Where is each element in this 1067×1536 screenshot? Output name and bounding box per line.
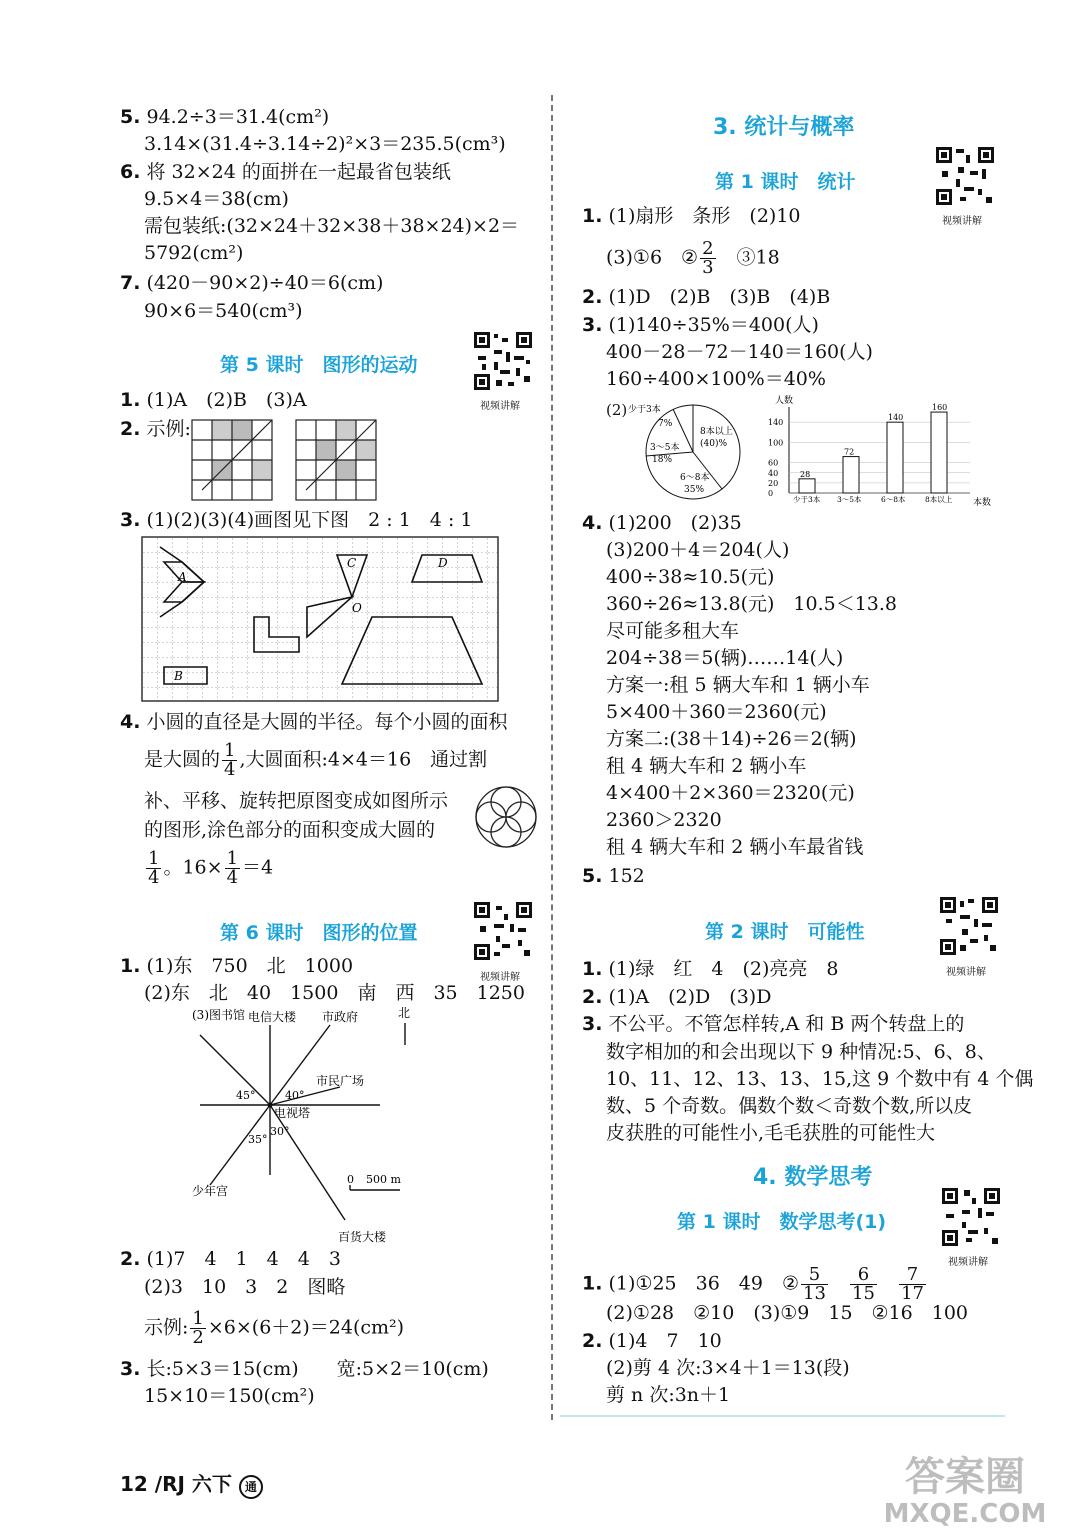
t1-line1: 1. (1)①25 36 49 ② $\frac{5}{13}$ $\frac{6}{15}$ $\frac{7}{17}$ [582, 1264, 924, 1304]
bar-y-tick: 0 [768, 489, 774, 498]
label-A: A [178, 570, 187, 584]
angle-45: 45° [236, 1089, 256, 1102]
pie-label: 35% [684, 485, 705, 495]
fraction: $\frac{7}{17}$ [901, 1264, 924, 1304]
lesson6-title: 第 6 课时 图形的位置 [220, 922, 418, 944]
label-O: O [352, 601, 362, 615]
bar-0 [799, 479, 815, 493]
p3-line5: 皮获胜的可能性小,毛毛获胜的可能性大 [606, 1122, 936, 1144]
s4-line9: 方案二:(38＋14)÷26＝2(辆) [606, 728, 857, 750]
fraction: $\frac{1}{4}$ [148, 848, 160, 888]
rotation-grid-2 [296, 420, 376, 500]
column-divider [551, 95, 553, 1420]
four-circles-figure [474, 785, 538, 849]
page-number: 12 /RJ 六下 [120, 1472, 232, 1496]
s4-line6: 204÷38＝5(辆)……14(人) [606, 647, 844, 669]
q7-line2: 90×6＝540(cm³) [144, 300, 303, 322]
transform-drawing-grid [142, 537, 498, 701]
map-label-plaza: 市民广场 [316, 1074, 365, 1088]
bar-value-label: 72 [844, 447, 855, 457]
bottom-rule [560, 1415, 1005, 1417]
pie-chart [628, 400, 748, 505]
q5-line1: 5. 94.2÷3＝31.4(cm²) [120, 106, 330, 128]
map-label-library: (3)图书馆 [192, 1008, 245, 1022]
t2-line1: 2. (1)4 7 10 [582, 1330, 722, 1352]
think-lesson-title: 第 1 课时 数学思考(1) [677, 1211, 887, 1233]
qr-code-icon[interactable] [940, 1186, 1002, 1248]
position-map [140, 1005, 440, 1245]
angle-30: 30° [270, 1125, 290, 1138]
qr-caption: 视频讲解 [942, 216, 982, 227]
bar-3 [931, 412, 947, 493]
s3-line4: (2) [606, 401, 628, 419]
bar-1 [843, 457, 859, 493]
bar-y-tick: 40 [768, 468, 779, 478]
p1: 1. (1)绿 红 4 (2)亮亮 8 [582, 958, 839, 980]
t1-line2: (2)①28 ②10 (3)①9 15 ②16 100 [606, 1302, 969, 1324]
qr-code-icon[interactable] [934, 145, 996, 207]
s4-line7: 方案一:租 5 辆大车和 1 辆小车 [606, 674, 870, 696]
chapter4-title: 4. 数学思考 [753, 1165, 873, 1190]
s4-line8: 5×400＋360＝2360(元) [606, 701, 827, 723]
map-label-youth: 少年宫 [192, 1184, 229, 1198]
lesson5-title: 第 5 课时 图形的运动 [220, 354, 418, 376]
bar-y-tick: 60 [768, 458, 779, 468]
angle-40: 40° [285, 1089, 305, 1102]
bar-2 [887, 422, 903, 493]
bar-ylabel: 人数 [775, 396, 794, 406]
watermark-line2: MXQE.COM [883, 1499, 1047, 1529]
q6-line3: 需包装纸:(32×24＋32×38＋38×24)×2＝ [144, 215, 520, 237]
s2: 2. (1)D (2)B (3)B (4)B [582, 286, 831, 308]
bar-category-label: 少于3本 [793, 495, 821, 504]
page-footer [120, 1468, 263, 1499]
pie-label: 少于3本 [628, 405, 661, 415]
l6q3-line1: 3. 长:5×3＝15(cm) 宽:5×2＝10(cm) [120, 1358, 489, 1380]
qr-code-icon[interactable] [472, 330, 534, 392]
qr-caption: 视频讲解 [946, 967, 986, 978]
qr-caption: 视频讲解 [948, 1257, 988, 1268]
map-label-dept: 百货大楼 [338, 1230, 387, 1244]
p3-line4: 数、5 个奇数。偶数个数＜奇数个数,所以皮 [606, 1095, 973, 1117]
s4-line3: 400÷38≈10.5(元) [606, 566, 775, 588]
pie-label: 7% [658, 419, 673, 429]
scale-label: 500 m [366, 1173, 401, 1186]
pie-label: 8本以上 [700, 427, 733, 437]
fraction: $\frac{1}{2}$ [192, 1308, 204, 1348]
s4-line2: (3)200＋4＝204(人) [606, 539, 790, 561]
s1-line2: (3)①6 ② $\frac{2}{3}$ ③18 [606, 238, 780, 278]
bar-value-label: 160 [932, 403, 948, 413]
s4-line5: 尽可能多租大车 [606, 620, 740, 642]
l6q2-line3: 示例: $\frac{1}{2}$ ×6×(6＋2)＝24(cm²) [144, 1308, 405, 1348]
l6q1-line2: (2)东 北 40 1500 南 西 35 1250 [144, 982, 525, 1004]
bar-value-label: 28 [800, 469, 811, 479]
map-label-tower: 电视塔 [274, 1106, 311, 1120]
bar-category-label: 8本以上 [925, 495, 953, 504]
map-label-telecom: 电信大楼 [248, 1010, 297, 1024]
footer-badge: 通 [239, 1475, 263, 1499]
fraction: $\frac{5}{13}$ [803, 1264, 826, 1304]
q6-line4: 5792(cm²) [144, 242, 244, 264]
label-D: D [438, 556, 448, 570]
map-label-north: 北 [398, 1006, 411, 1020]
scale-zero: 0 [347, 1173, 354, 1186]
s3-line1: 3. (1)140÷35%＝400(人) [582, 314, 819, 336]
pie-label: (40)% [700, 439, 728, 449]
t2-line3: 剪 n 次:3n＋1 [606, 1384, 731, 1406]
qr-caption: 视频讲解 [480, 972, 520, 983]
s4-line4: 360÷26≈13.8(元) 10.5＜13.8 [606, 593, 898, 615]
pie-label: 18% [652, 455, 673, 465]
s1-line1: 1. (1)扇形 条形 (2)10 [582, 205, 801, 227]
l5q4-line3: 补、平移、旋转把原图变成如图所示 [144, 790, 449, 812]
l5q1: 1. (1)A (2)B (3)A [120, 389, 307, 411]
chapter3-title: 3. 统计与概率 [713, 115, 855, 140]
bar-category-label: 6～8本 [881, 495, 906, 504]
s4-line11: 4×400＋2×360＝2320(元) [606, 782, 855, 804]
l5q2: 2. 示例: [120, 418, 191, 440]
qr-caption: 视频讲解 [480, 401, 520, 412]
bar-chart [765, 393, 995, 511]
bar-y-tick: 140 [768, 418, 784, 428]
qr-code-icon[interactable] [472, 900, 534, 962]
l5q4-line5: $\frac{1}{4}$ 。16× $\frac{1}{4}$ ＝4 [148, 848, 274, 888]
s4-line12: 2360＞2320 [606, 809, 722, 831]
fraction: $\frac{1}{4}$ [226, 848, 239, 888]
bar-value-label: 140 [888, 413, 904, 423]
q6-line2: 9.5×4＝38(cm) [144, 188, 289, 210]
q7-line1: 7. (420－90×2)÷40＝6(cm) [120, 272, 384, 294]
prob-lesson-title: 第 2 课时 可能性 [705, 921, 865, 943]
s3-line3: 160÷400×100%＝40% [606, 368, 826, 390]
stats-lesson-title: 第 1 课时 统计 [715, 171, 856, 193]
q6-line1: 6. 将 32×24 的面拼在一起最省包装纸 [120, 161, 451, 183]
pie-label: 6～8本 [680, 473, 710, 483]
p2: 2. (1)A (2)D (3)D [582, 986, 772, 1008]
p3-line2: 数字相加的和会出现以下 9 种情况:5、6、8、 [606, 1041, 996, 1063]
s4-line13: 租 4 辆大车和 2 辆小车最省钱 [606, 836, 864, 858]
bar-category-label: 3～5本 [837, 495, 862, 504]
qr-code-icon[interactable] [938, 895, 1000, 957]
l5q4-line4: 的图形,涂色部分的面积变成大圆的 [144, 819, 436, 841]
rotation-grid-1 [192, 420, 272, 500]
l5q4-line2: 是大圆的 $\frac{1}{4}$ ,大圆面积:4×4＝16 通过割 [144, 740, 488, 780]
label-B: B [174, 669, 183, 683]
bar-xlabel: 本数 [973, 498, 992, 508]
watermark [870, 1455, 1060, 1533]
pie-label: 3～5本 [650, 443, 680, 453]
angle-35: 35° [248, 1133, 268, 1146]
q5-line2: 3.14×(31.4÷3.14÷2)²×3＝235.5(cm³) [144, 133, 506, 155]
s4-line1: 4. (1)200 (2)35 [582, 512, 742, 534]
watermark-line1: 答案圈 [905, 1454, 1025, 1500]
fraction: $\frac{1}{4}$ [224, 740, 236, 780]
l5q3: 3. (1)(2)(3)(4)画图见下图 2 : 1 4 : 1 [120, 509, 473, 531]
l5q4-line1: 4. 小圆的直径是大圆的半径。每个小圆的面积 [120, 711, 508, 733]
map-label-gov: 市政府 [322, 1010, 359, 1024]
bar-y-tick: 100 [768, 438, 784, 448]
label-C: C [347, 556, 357, 570]
s4-line10: 租 4 辆大车和 2 辆小车 [606, 755, 807, 777]
s3-line2: 400－28－72－140＝160(人) [606, 341, 873, 363]
bar-y-tick: 20 [768, 478, 779, 488]
l6q2-line2: (2)3 10 3 2 图略 [144, 1276, 346, 1298]
fraction: $\frac{6}{15}$ [852, 1264, 875, 1304]
s5: 5. 152 [582, 865, 645, 887]
l6q3-line2: 15×10＝150(cm²) [144, 1385, 315, 1407]
fraction: $\frac{2}{3}$ [702, 238, 714, 278]
p3-line1: 3. 不公平。不管怎样转,A 和 B 两个转盘上的 [582, 1013, 965, 1035]
l6q2-line1: 2. (1)7 4 1 4 4 3 [120, 1248, 341, 1270]
pie-slice-edge [693, 452, 722, 489]
l6q1-line1: 1. (1)东 750 北 1000 [120, 955, 354, 977]
p3-line3: 10、11、12、13、13、15,这 9 个数中有 4 个偶 [606, 1068, 1034, 1090]
t2-line2: (2)剪 4 次:3×4＋1＝13(段) [606, 1357, 850, 1379]
